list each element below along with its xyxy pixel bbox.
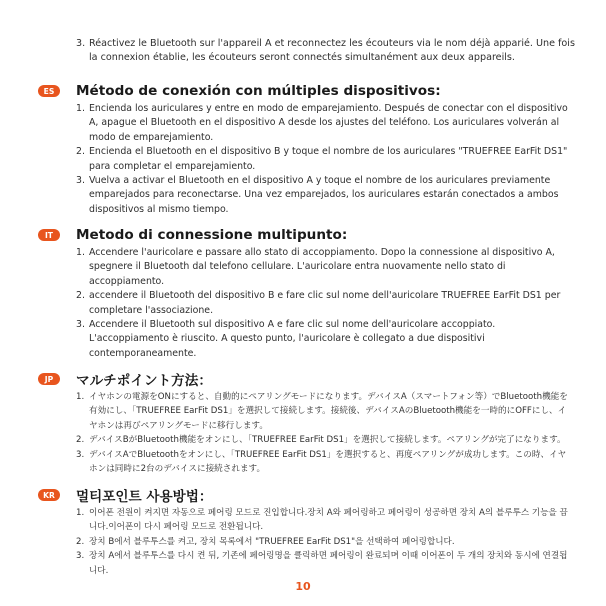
section-header [38,82,578,100]
item-text: Accendere il Bluetooth sul dispositivo A e fare clic sul nome dell'auricolare accoppiato. L'accoppiamento è riuscito. A questo punto, l'auricolare è collegato a due dispositivi contemporaneamente. [89,319,496,359]
fr-step-list [76,37,576,66]
list-item [76,535,571,549]
item-text: 장치 B에서 블루투스를 켜고, 장치 목록에서 "TRUEFREE EarFit DS1"을 선택하여 페어링합니다. [89,536,455,547]
item-text: Encienda el Bluetooth en el dispositivo B y toque el nombre de los auriculares "TRUEFREE EarFit DS1" para completar el emparejamiento. [89,146,568,172]
item-text: Accendere l'auricolare e passare allo stato di accoppiamento. Dopo la connessione al dispositivo A, spegnere il Bluetooth dal telefono cellulare. L'auricolare entra nuovamente nello stato di accoppiamento. [89,247,555,287]
item-number: 3. [76,319,85,331]
list-item [76,433,571,447]
step-list-kr [76,506,571,578]
item-text: イヤホンの電源をONにすると、自動的にペアリングモードになります。デバイスA（スマートフォン等）でBluetooth機能を有効にし、「TRUEFREE EarFit DS1」を選択して接続します。接続後、デバイスAのBluetooth機能を一時的にOFFにし、イヤホンは再びペアリングモードに移行します。 [89,392,568,431]
list-item [76,289,571,318]
language-badge-it: IT [38,229,60,241]
item-text: Encienda los auriculares y entre en modo de emparejamiento. Después de conectar con el dispositivo A, apague el Bluetooth en el dispositivo A desde los ajustes del teléfono. Los auriculares volverán al modo de emparejamiento. [89,103,568,143]
section-jp [38,370,578,476]
item-number: 2. [76,290,85,302]
list-item [76,448,571,477]
step-list-it [76,246,571,361]
language-badge-kr: KR [38,489,60,501]
section-header [38,370,578,388]
list-item [76,174,571,217]
item-text: デバイスAでBluetoothをオンにし、「TRUEFREE EarFit DS1」を選択すると、再度ペアリングが成功します。この時、イヤホンは同時に2台のデバイスに接続されます。 [89,449,567,475]
section-title-kr: 멀티포인트 사용방법： [76,489,213,505]
list-item [76,390,571,433]
step-list-jp [76,390,571,476]
item-number: 1. [76,508,85,518]
language-badge-jp: JP [38,373,60,385]
item-number: 3. [76,551,85,562]
item-number: 1. [76,103,85,114]
section-title-it: Metodo di connessione multipunto: [76,227,348,243]
list-item [76,318,571,361]
section-header [38,226,578,244]
list-item [76,102,571,145]
item-text: Vuelva a activar el Bluetooth en el dispositivo A y toque el nombre de los auriculares previamente emparejados para reconectarse. Una vez emparejados, los auriculares estarán conectados a ambos dispositivos al mismo tiempo. [89,175,559,215]
item-number: 3. [76,449,85,460]
item-number: 2. [76,435,85,446]
section-it [38,226,578,361]
step-list-es [76,102,571,217]
section-es [38,82,578,217]
list-item [76,145,571,174]
item-number: 3. [76,175,85,187]
page-number: 10 [295,580,311,593]
item-number: 1. [76,247,85,258]
item-text: accendere il Bluetooth del dispositivo B e fare clic sul nome dell'auricolare TRUEFREE EarFit DS1 per completare l'associazione. [89,290,561,316]
item-text: デバイスBがBluetooth機能をオンにし、「TRUEFREE EarFit DS1」を選択して接続します。ペアリングが完了になります。 [89,435,566,446]
item-text: 이어폰 전원이 켜지면 자동으로 페어링 모드로 진입합니다.장치 A와 페어링하고 페어링이 성공하면 장치 A의 블루투스 기능을 끕니다.이어폰이 다시 페어링 모드로 전환됩니다. [89,508,568,533]
item-number: 3. [76,38,86,49]
section-header [38,486,578,504]
language-badge-es: ES [38,85,60,97]
item-text: 장치 A에서 블루투스를 다시 켠 뒤, 기존에 페어링명을 클릭하면 페어링이 완료되며 이때 이어폰이 두 개의 장치와 동시에 연결됩니다. [89,551,568,576]
item-number: 2. [76,146,85,158]
section-title-jp: マルチポイント方法： [76,373,212,389]
item-number: 2. [76,536,85,547]
item-text: Réactivez le Bluetooth sur l'appareil A et reconnectez les écouteurs via le nom déjà apparié. Une fois la connexion établie, les écouteurs seront connectés simultanément aux deux appareils. [89,38,575,64]
list-item [76,37,576,66]
list-item [76,246,571,289]
list-item [76,506,571,535]
section-title-es: Método de conexión con múltiples dispositivos: [76,83,441,99]
section-kr [38,486,578,578]
list-item [76,549,571,578]
item-number: 1. [76,392,85,402]
